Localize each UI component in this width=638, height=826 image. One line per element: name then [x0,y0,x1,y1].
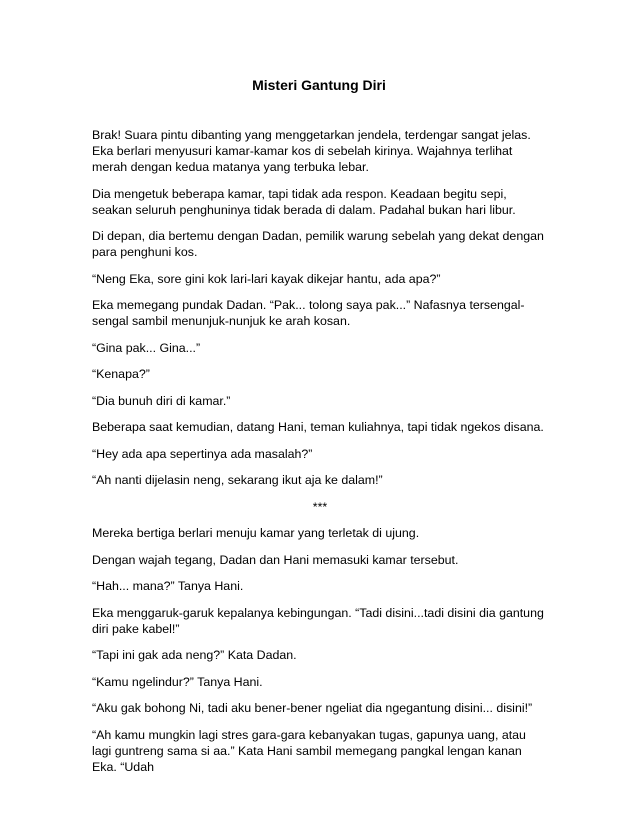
paragraph: “Hah... mana?” Tanya Hani. [92,579,244,593]
paragraph: Beberapa saat kemudian, datang Hani, teman kuliahnya, tapi tidak ngekos disana. [92,420,544,434]
paragraph: Mereka bertiga berlari menuju kamar yang terletak di ujung. [92,526,420,540]
paragraph: Dia mengetuk beberapa kamar, tapi tidak ada respon. Keadaan begitu sepi, seakan seluruh penghuninya tidak berada di dalam. Padahal bukan hari libur. [92,186,516,217]
paragraph: “Dia bunuh diri di kamar.” [92,393,231,408]
paragraph: Brak! Suara pintu dibanting yang menggetarkan jendela, terdengar sangat jelas. Eka berlari menyusuri kamar-kamar kos di sebelah kirinya. Wajahnya terlihat merah dengan kedua matanya yang terbuka lebar. [92,128,531,174]
paragraph: “Kenapa?” [92,367,150,381]
paragraph: “Aku gak bohong Ni, tadi aku bener-bener ngeliat dia ngegantung disini... disini!” [92,701,533,715]
paragraph: “Kamu ngelindur?” Tanya Hani. [92,674,263,689]
document-title: Misteri Gantung Diri [252,77,386,93]
section-separator: *** [312,499,328,514]
paragraph: “Ah kamu mungkin lagi stres gara-gara kebanyakan tugas, gapunya uang, atau lagi guntreng sama si aa.” Kata Hani sambil memegang pangkal lengan kanan Eka. “Udah [92,727,526,774]
paragraph: Eka memegang pundak Dadan. “Pak... tolong saya pak...” Nafasnya tersengal-sengal sambil menunjuk-nunjuk ke arah kosan. [92,298,525,328]
paragraph: Dengan wajah tegang, Dadan dan Hani memasuki kamar tersebut. [92,552,459,567]
paragraph: “Hey ada apa sepertinya ada masalah?” [92,446,313,461]
paragraph: Eka menggaruk-garuk kepalanya kebingungan. “Tadi disini...tadi disini dia gantung diri pake kabel!” [92,605,544,636]
paragraph: “Tapi ini gak ada neng?” Kata Dadan. [92,648,297,662]
document-body [92,127,548,785]
paragraph: “Gina pak... Gina...” [92,340,201,355]
paragraph: “Neng Eka, sore gini kok lari-lari kayak dikejar hantu, ada apa?” [92,271,441,286]
paragraph: “Ah nanti dijelasin neng, sekarang ikut aja ke dalam!” [92,473,383,487]
paragraph: Di depan, dia bertemu dengan Dadan, pemilik warung sebelah yang dekat dengan para penghuni kos. [92,229,544,259]
